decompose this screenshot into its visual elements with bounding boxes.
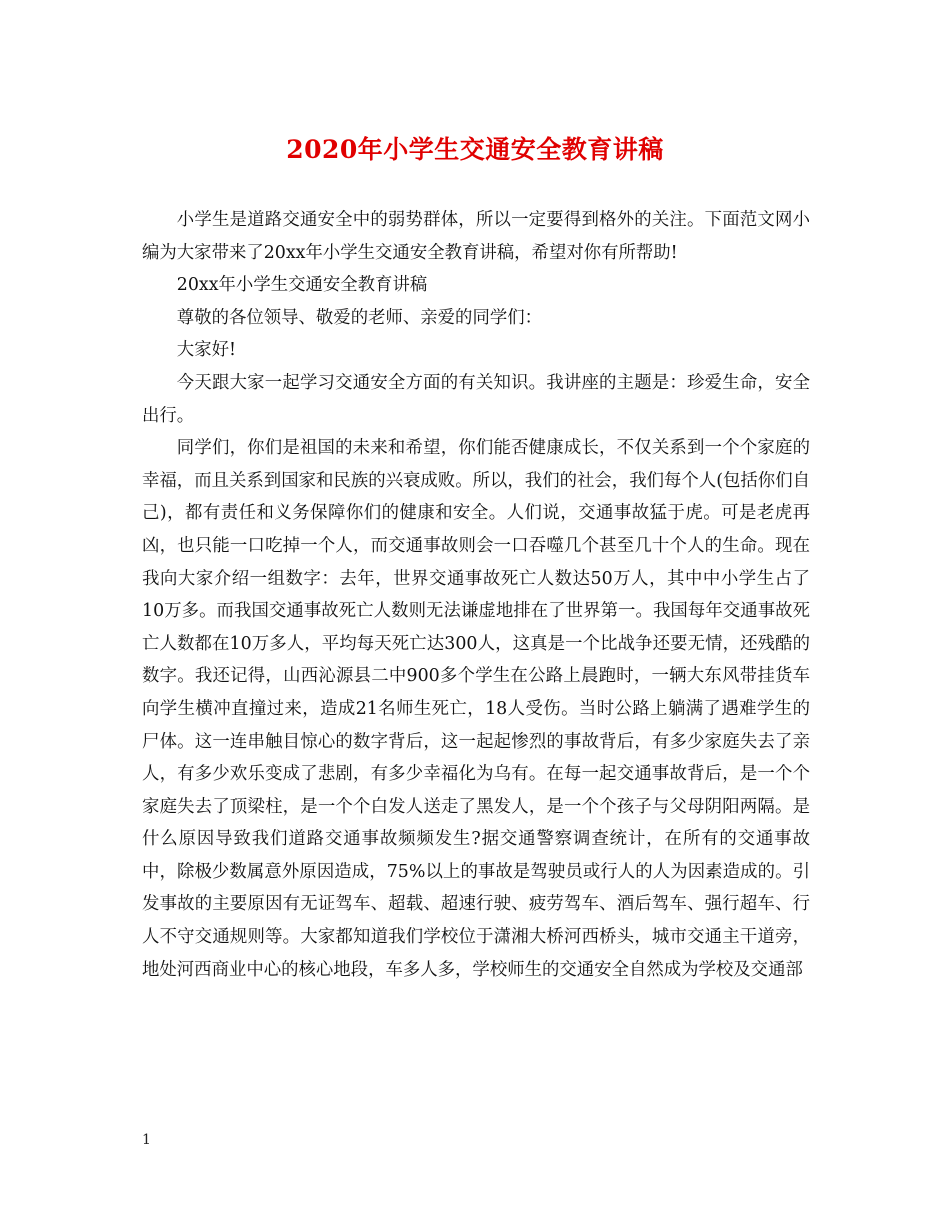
page-number: 1 xyxy=(142,1132,151,1148)
salutation: 尊敬的各位领导、敬爱的老师、亲爱的同学们： xyxy=(176,307,543,328)
greeting: 大家好! xyxy=(176,340,236,361)
topic-paragraph: 今天跟大家一起学习交通安全方面的有关知识。我讲座的主题是：珍爱生命，安全出行。 xyxy=(142,372,810,426)
document-body xyxy=(142,204,810,986)
speech-heading: 20xx年小学生交通安全教育讲稿 xyxy=(176,275,428,296)
intro-paragraph: 小学生是道路交通安全中的弱势群体，所以一定要得到格外的关注。下面范文网小编为大家带来了20xx年小学生交通安全教育讲稿，希望对你有所帮助! xyxy=(142,210,810,263)
main-paragraph: 同学们，你们是祖国的未来和希望，你们能否健康成长，不仅关系到一个个家庭的幸福，而且关系到国家和民族的兴衰成败。所以，我们的社会，我们每个人(包括你们自己)，都有责任和义务保障你们的健康和安全。人们说，交通事故猛于虎。可是老虎再凶，也只能一口吃掉一个人，而交通事故则会一口吞噬几个甚至几十个人的生命。现在我向大家介绍一组数字：去年，世界交通事故死亡人数达50万人，其中中小学生占了10万多。而我国交通事故死亡人数则无法谦虚地排在了世界第一。我国每年交通事故死亡人数都在10万多人，平均每天死亡达300人，这真是一个比战争还要无情，还残酷的数字。我还记得，山西沁源县二中900多个学生在公路上晨跑时，一辆大东风带挂货车向学生横冲直撞过来，造成21名师生死亡，18人受伤。当时公路上躺满了遇难学生的尸体。这一连串触目惊心的数字背后，这一起起惨烈的事故背后，有多少家庭失去了亲人，有多少欢乐变成了悲剧，有多少幸福化为乌有。在每一起交通事故背后，是一个个家庭失去了顶梁柱，是一个个白发人送走了黑发人，是一个个孩子与父母阴阳两隔。是什么原因导致我们道路交通事故频频发生?据交通警察调查统计，在所有的交通事故中，除极少数属意外原因造成，75%以上的事故是驾驶员或行人的人为因素造成的。引发事故的主要原因有无证驾车、超载、超速行驶、疲劳驾车、酒后驾车、强行超车、行人不守交通规则等。大家都知道我们学校位于潇湘大桥河西桥头，城市交通主干道旁，地处河西商业中心的核心地段，车多人多，学校师生的交通安全自然成为学校及交通部 xyxy=(142,438,810,980)
document-title: 2020年小学生交通安全教育讲稿 xyxy=(286,135,664,164)
